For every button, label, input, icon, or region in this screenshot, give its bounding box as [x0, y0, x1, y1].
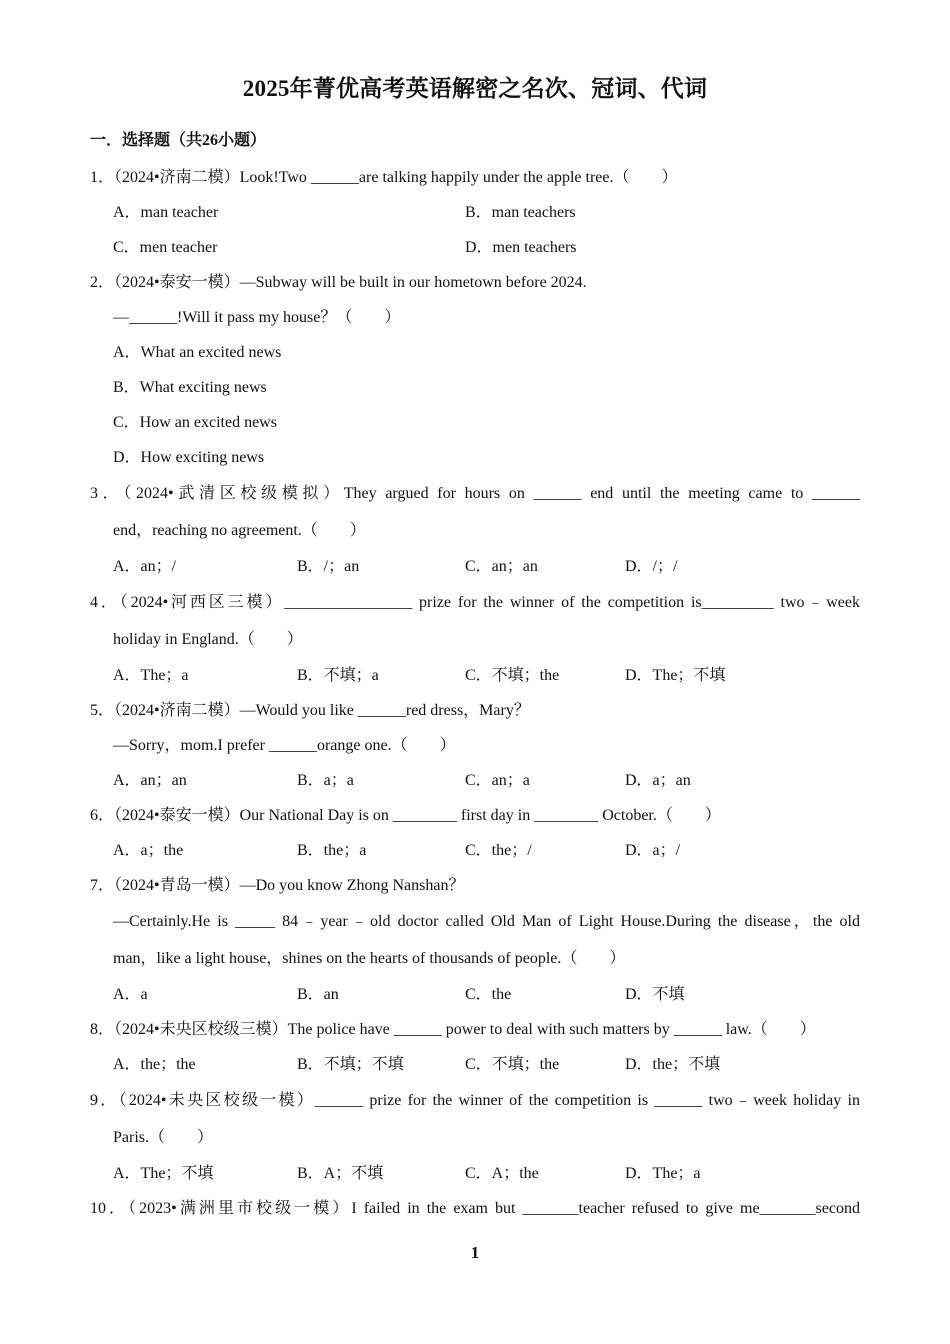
option-b[interactable]: B．man teachers — [465, 204, 576, 221]
option-d[interactable]: D．The；不填 — [625, 667, 726, 684]
question-stem: 4．（2024•河西区三模）________________ prize for the winner of the competition is_________ two﹣week — [90, 594, 860, 611]
option-c[interactable]: C．How an excited news — [113, 414, 277, 431]
option-b[interactable]: B．/；an — [297, 558, 360, 575]
option-b[interactable]: B．What exciting news — [113, 379, 267, 396]
option-b[interactable]: B．the；a — [297, 842, 367, 859]
question-9 — [90, 1082, 860, 1191]
option-c[interactable]: C．不填；the — [465, 1056, 560, 1073]
question-stem: 10．（2023•满洲里市校级一模）I failed in the exam but _______teacher refused to give me_______second — [90, 1200, 860, 1217]
question-5 — [90, 693, 860, 798]
option-c[interactable]: C．the；/ — [465, 842, 532, 859]
option-d[interactable]: D．The；a — [625, 1165, 701, 1182]
question-list — [90, 160, 860, 1226]
option-d[interactable]: D．men teachers — [465, 239, 577, 256]
options-row — [90, 977, 860, 1012]
option-d[interactable]: D．How exciting news — [113, 449, 265, 466]
page-number: 1 — [470, 1243, 480, 1262]
option-a[interactable]: A．an；/ — [113, 558, 177, 575]
option-d[interactable]: D．the；不填 — [625, 1056, 721, 1073]
question-stem: 6．（2024•泰安一模）Our National Day is on ________ first day in ________ October.（ ） — [90, 807, 721, 824]
option-a[interactable]: A．The；a — [113, 667, 189, 684]
question-1 — [90, 160, 860, 265]
question-continuation: —Sorry，mom.I prefer ______orange one.（ ） — [113, 737, 456, 754]
question-stem: 5．（2024•济南二模）—Would you like ______red dress，Mary？ — [90, 702, 530, 719]
question-continuation: Paris.（ ） — [113, 1129, 214, 1146]
option-b[interactable]: B．an — [297, 986, 339, 1003]
question-4 — [90, 584, 860, 693]
question-7 — [90, 868, 860, 1012]
option-a[interactable]: A．an；an — [113, 772, 187, 789]
options-row — [90, 763, 860, 798]
question-3 — [90, 475, 860, 584]
question-2 — [90, 265, 860, 475]
options-row — [90, 230, 860, 265]
question-continuation: man，like a light house，shines on the hearts of thousands of people.（ ） — [113, 950, 626, 967]
question-stem: 1．（2024•济南二模）Look!Two ______are talking happily under the apple tree.（ ） — [90, 169, 678, 186]
options-row — [90, 658, 860, 693]
option-a[interactable]: A．a；the — [113, 842, 184, 859]
question-continuation: end，reaching no agreement.（ ） — [113, 522, 366, 539]
option-c[interactable]: C．A；the — [465, 1165, 539, 1182]
document-title: 2025年菁优高考英语解密之名次、冠词、代词 — [242, 76, 708, 101]
question-stem: 2．（2024•泰安一模）—Subway will be built in our hometown before 2024. — [90, 274, 587, 291]
question-stem: 9．（2024•未央区校级一模）______ prize for the winner of the competition is ______ two﹣week holiday in — [90, 1092, 860, 1109]
question-continuation: —Certainly.He is _____ 84﹣year﹣old doctor called Old Man of Light House.During the disease，the old — [113, 913, 860, 930]
options-row — [90, 1047, 860, 1082]
option-d[interactable]: D．不填 — [625, 986, 685, 1003]
options-row — [90, 549, 860, 584]
option-d[interactable]: D．a；an — [625, 772, 691, 789]
question-10 — [90, 1191, 860, 1226]
option-d[interactable]: D．/；/ — [625, 558, 678, 575]
option-b[interactable]: B．A；不填 — [297, 1165, 384, 1182]
option-a[interactable]: A．man teacher — [113, 204, 219, 221]
option-c[interactable]: C．an；an — [465, 558, 538, 575]
option-a[interactable]: A．a — [113, 986, 148, 1003]
options-row — [90, 1156, 860, 1191]
question-stem: 3．（2024•武清区校级模拟）They argued for hours on ______ end until the meeting came to ______ — [90, 485, 860, 502]
question-6 — [90, 798, 860, 868]
question-8 — [90, 1012, 860, 1082]
option-c[interactable]: C．an；a — [465, 772, 530, 789]
section-heading: 一．选择题（共26小题） — [90, 132, 267, 149]
question-stem: 8．（2024•未央区校级三模）The police have ______ power to deal with such matters by ______ law.（ ） — [90, 1021, 816, 1038]
option-b[interactable]: B．不填；a — [297, 667, 379, 684]
option-c[interactable]: C．the — [465, 986, 512, 1003]
question-stem: 7．（2024•青岛一模）—Do you know Zhong Nanshan？ — [90, 877, 465, 894]
question-continuation: —______!Will it pass my house？（ ） — [113, 309, 401, 326]
options-row — [90, 833, 860, 868]
option-c[interactable]: C．men teacher — [113, 239, 218, 256]
options-row — [90, 195, 860, 230]
option-a[interactable]: A．What an excited news — [113, 344, 282, 361]
option-b[interactable]: B．不填；不填 — [297, 1056, 404, 1073]
option-b[interactable]: B．a；a — [297, 772, 354, 789]
option-d[interactable]: D．a；/ — [625, 842, 681, 859]
question-continuation: holiday in England.（ ） — [113, 631, 303, 648]
option-a[interactable]: A．The；不填 — [113, 1165, 214, 1182]
option-a[interactable]: A．the；the — [113, 1056, 196, 1073]
option-c[interactable]: C．不填；the — [465, 667, 560, 684]
